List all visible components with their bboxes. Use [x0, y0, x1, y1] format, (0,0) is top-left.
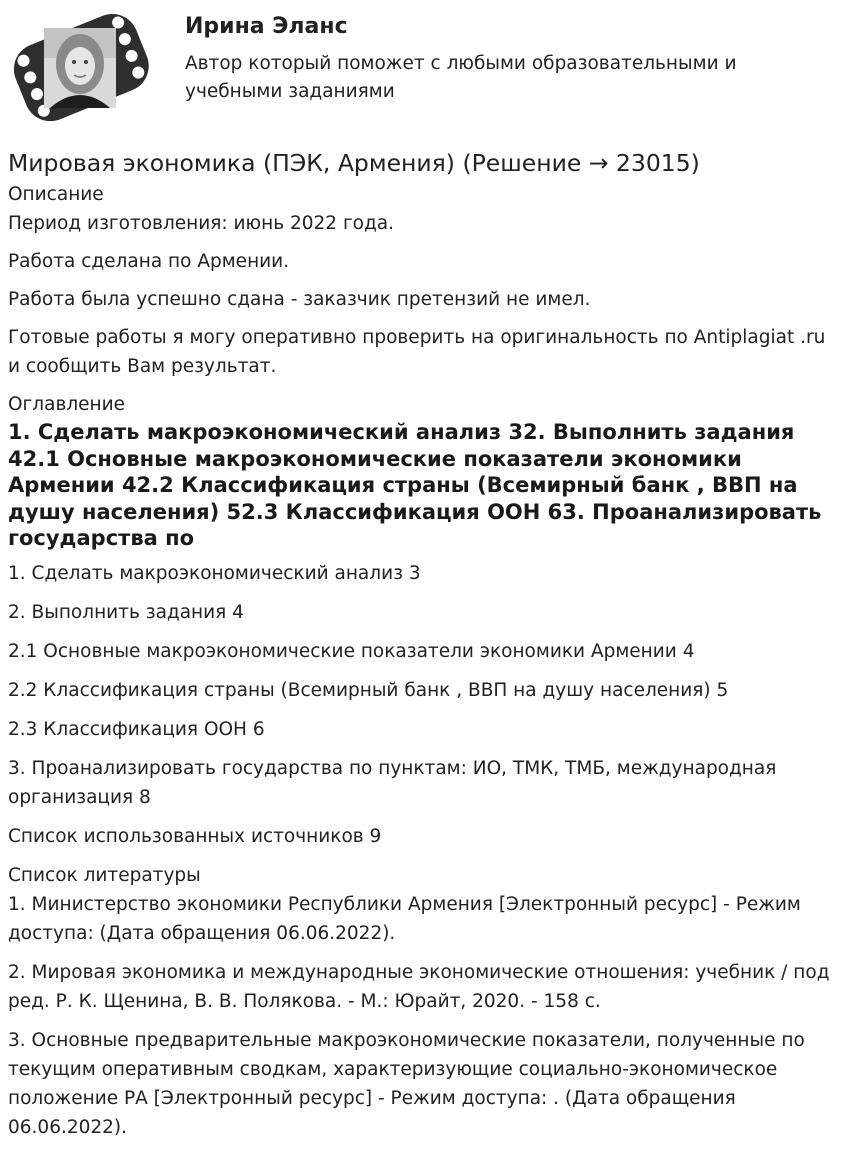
- description-label: Описание: [8, 184, 104, 205]
- toc-item: 3. Проанализировать государства по пунктам: ИО, ТМК, ТМБ, международная организация 8: [8, 757, 777, 808]
- toc-item: 2.1 Основные макроэкономические показатели экономики Армении 4: [8, 640, 695, 662]
- toc-list: [8, 559, 840, 851]
- toc-item: 2.2 Классификация страны (Всемирный банк , ВВП на душу населения) 5: [8, 679, 729, 701]
- toc-item: 2. Выполнить задания 4: [8, 601, 244, 623]
- toc-item: 2.3 Классификация ООН 6: [8, 718, 265, 740]
- description-paragraph: Готовые работы я могу оперативно проверить на оригинальность по Antiplagiat .ru и сообщить Вам результат.: [8, 327, 826, 377]
- literature-item: 2. Мировая экономика и международные экономические отношения: учебник / под ред. Р. К. Щенина, В. В. Полякова. - М.: Юрайт, 2020. - 158 с.: [8, 961, 830, 1012]
- author-tagline: Автор который поможет с любыми образовательными и учебными заданиями: [185, 53, 737, 102]
- toc-label: Оглавление: [8, 394, 126, 415]
- literature-label: Список литературы: [8, 864, 201, 886]
- toc-summary-heading: 1. Сделать макроэкономический анализ 32. Выполнить задания 42.1 Основные макроэкономические показатели экономики Армении 42.2 Классификация страны (Всемирный банк , ВВП на душу населения) 52.3 Классификация ООН 63. Проанализировать государства по: [8, 420, 822, 550]
- description-paragraph: Работа сделана по Армении.: [8, 251, 290, 272]
- author-avatar[interactable]: [8, 6, 153, 128]
- document-content: [8, 146, 840, 1152]
- toc-item: 1. Сделать макроэкономический анализ 3: [8, 562, 421, 584]
- literature-item: 3. Основные предварительные макроэкономические показатели, полученные по текущим оперативным сводкам, характеризующие социально-экономическое положение РА [Электронный ресурс] - Режим доступа: . (Дата обращения 06.06.2022).: [8, 1029, 805, 1138]
- author-name[interactable]: Ирина Эланс: [185, 14, 348, 39]
- description-paragraph: Работа была успешно сдана - заказчик претензий не имел.: [8, 289, 591, 310]
- literature-list: [8, 890, 840, 1142]
- description-paragraph: Период изготовления: июнь 2022 года.: [8, 213, 394, 234]
- literature-item: 1. Министерство экономики Республики Армения [Электронный ресурс] - Режим доступа: (Дата обращения 06.06.2022).: [8, 893, 801, 944]
- toc-item: Список использованных источников 9: [8, 825, 382, 847]
- document-title: Мировая экономика (ПЭК, Армения) (Решение → 23015): [8, 149, 700, 177]
- author-card: [8, 6, 838, 130]
